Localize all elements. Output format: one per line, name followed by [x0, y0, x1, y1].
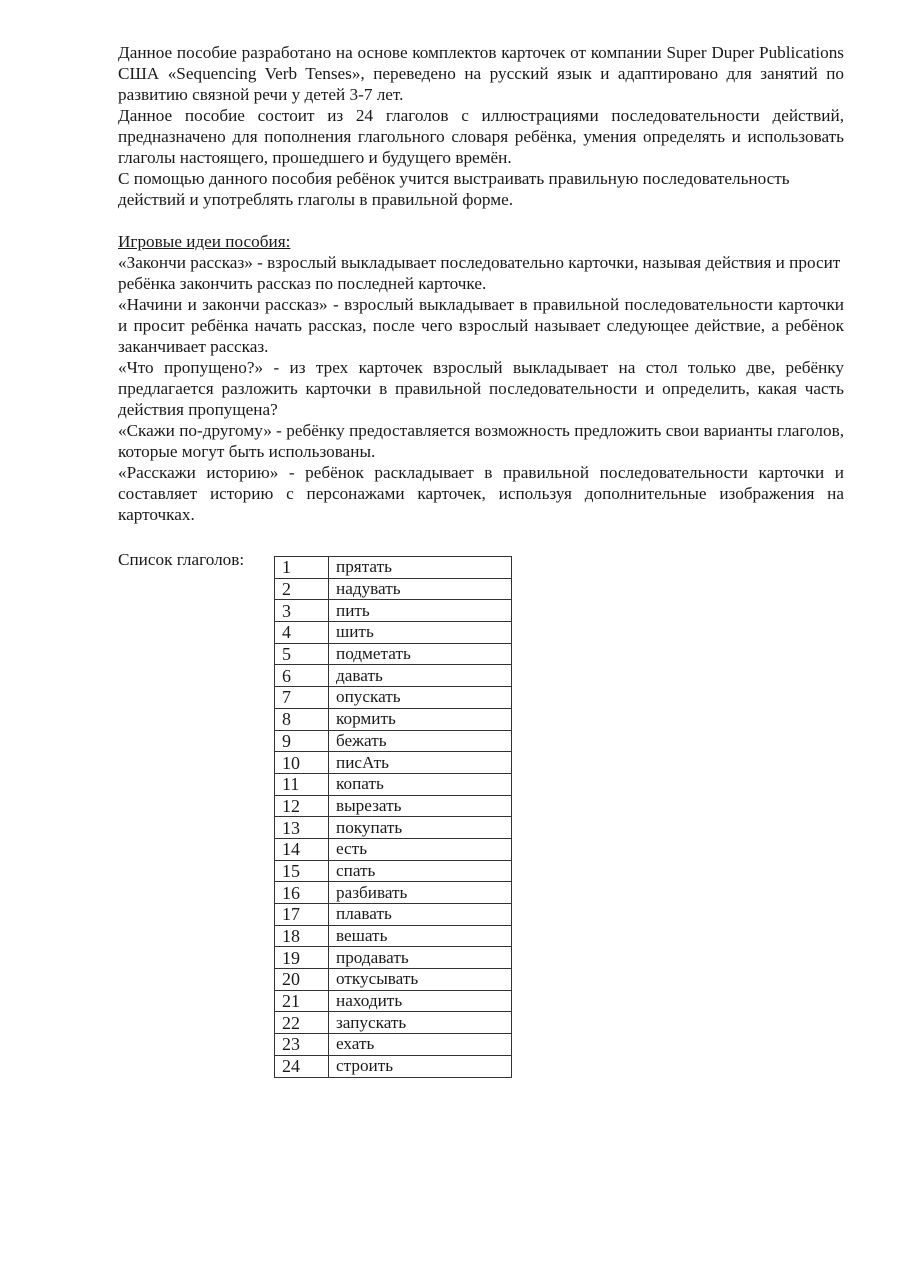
verb-number: 5: [275, 643, 329, 665]
verb-word: подметать: [329, 643, 512, 665]
games-heading: Игровые идеи пособия:: [118, 232, 291, 251]
verb-number: 12: [275, 795, 329, 817]
spacer: [118, 210, 844, 231]
verb-word: спать: [329, 860, 512, 882]
verb-number: 19: [275, 947, 329, 969]
verb-number: 21: [275, 990, 329, 1012]
verb-number: 17: [275, 904, 329, 926]
table-row: [275, 600, 512, 622]
table-row: [275, 687, 512, 709]
game-item-whats-missing: «Что пропущено?» - из трех карточек взрослый выкладывает на стол только две, ребёнку предлагается разложить карточки в правильной последовательности и определить, какая часть действия пропущена?: [118, 358, 844, 419]
verb-number: 1: [275, 557, 329, 579]
table-row: [275, 882, 512, 904]
table-row: [275, 752, 512, 774]
verb-word: плавать: [329, 904, 512, 926]
verb-number: 16: [275, 882, 329, 904]
verb-word: покупать: [329, 817, 512, 839]
table-row: [275, 817, 512, 839]
verb-word: копать: [329, 773, 512, 795]
verb-word: ехать: [329, 1034, 512, 1056]
table-row: [275, 773, 512, 795]
verb-word: писАть: [329, 752, 512, 774]
verb-word: бежать: [329, 730, 512, 752]
verb-word: продавать: [329, 947, 512, 969]
verb-word: есть: [329, 838, 512, 860]
verb-number: 2: [275, 578, 329, 600]
table-row: [275, 860, 512, 882]
verb-number: 3: [275, 600, 329, 622]
game-item-start-finish-story: «Начини и закончи рассказ» - взрослый выкладывает в правильной последовательности карточки и просит ребёнка начать рассказ, после чего взрослый называет следующее действие, а ребёнок заканчивает рассказ.: [118, 295, 844, 356]
table-row: [275, 925, 512, 947]
table-row: [275, 1034, 512, 1056]
intro-paragraph-purpose: С помощью данного пособия ребёнок учится выстраивать правильную последовательность действий и употреблять глаголы в правильной форме.: [118, 169, 790, 209]
verb-number: 18: [275, 925, 329, 947]
table-row: [275, 1012, 512, 1034]
verb-number: 14: [275, 838, 329, 860]
verb-number: 13: [275, 817, 329, 839]
verb-number: 24: [275, 1055, 329, 1077]
verb-number: 8: [275, 708, 329, 730]
verb-number: 15: [275, 860, 329, 882]
verb-word: вешать: [329, 925, 512, 947]
verb-word: находить: [329, 990, 512, 1012]
table-row: [275, 578, 512, 600]
verb-number: 9: [275, 730, 329, 752]
verb-number: 20: [275, 969, 329, 991]
table-row: [275, 557, 512, 579]
verb-number: 6: [275, 665, 329, 687]
verb-word: надувать: [329, 578, 512, 600]
table-row: [275, 947, 512, 969]
intro-paragraph-description: Данное пособие состоит из 24 глаголов с иллюстрациями последовательности действий, предназначено для пополнения глагольного словаря ребёнка, умения определять и использовать глаголы настоящего, прошедшего и будущего времён.: [118, 106, 844, 167]
table-row: [275, 730, 512, 752]
verb-word: откусывать: [329, 969, 512, 991]
verb-word: давать: [329, 665, 512, 687]
verb-word: вырезать: [329, 795, 512, 817]
verb-word: прятать: [329, 557, 512, 579]
verb-word: запускать: [329, 1012, 512, 1034]
table-row: [275, 904, 512, 926]
table-row: [275, 622, 512, 644]
verb-number: 10: [275, 752, 329, 774]
verb-list-label: Список глаголов:: [118, 550, 245, 569]
game-item-tell-story: «Расскажи историю» - ребёнок раскладывает в правильной последовательности карточки и составляет историю с персонажами карточек, используя дополнительные изображения на карточках.: [118, 463, 844, 524]
document-page: [118, 42, 844, 525]
verb-number: 23: [275, 1034, 329, 1056]
table-row: [275, 969, 512, 991]
table-row: [275, 990, 512, 1012]
verb-number: 22: [275, 1012, 329, 1034]
game-item-finish-story: «Закончи рассказ» - взрослый выкладывает последовательно карточки, называя действия и просит ребёнка закончить рассказ по последней карточке.: [118, 253, 841, 293]
table-row: [275, 665, 512, 687]
table-row: [275, 708, 512, 730]
table-row: [275, 795, 512, 817]
verb-number: 7: [275, 687, 329, 709]
verb-word: разбивать: [329, 882, 512, 904]
table-row: [275, 1055, 512, 1077]
game-item-say-differently: «Скажи по-другому» - ребёнку предоставляется возможность предложить свои варианты глаголов, которые могут быть использованы.: [118, 421, 844, 461]
verb-table: [274, 556, 512, 1078]
verb-word: шить: [329, 622, 512, 644]
verb-number: 11: [275, 773, 329, 795]
verb-word: кормить: [329, 708, 512, 730]
table-row: [275, 643, 512, 665]
verb-word: опускать: [329, 687, 512, 709]
verb-number: 4: [275, 622, 329, 644]
verb-word: пить: [329, 600, 512, 622]
intro-paragraph-source: Данное пособие разработано на основе комплектов карточек от компании Super Duper Publications США «Sequencing Verb Tenses», переведено на русский язык и адаптировано для занятий по развитию связной речи у детей 3-7 лет.: [118, 43, 844, 104]
table-row: [275, 838, 512, 860]
verb-word: строить: [329, 1055, 512, 1077]
